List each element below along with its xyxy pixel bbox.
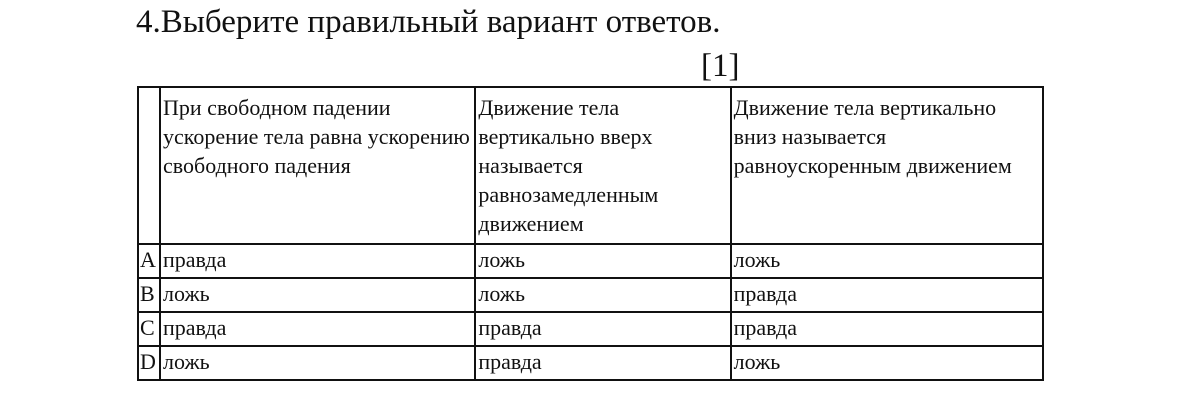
option-letter: C [138,312,160,346]
table-row-b [138,278,1043,312]
table-cell: правда [731,278,1043,312]
header-cell-statement-2: Движение тела вертикально вверх называется равнозамедленным движением [475,87,730,244]
header-cell-empty [138,87,160,244]
table-cell: правда [475,312,730,346]
points-label: [1] [701,48,740,84]
table-cell: правда [475,346,730,380]
table-cell: ложь [160,346,475,380]
table-cell: правда [160,312,475,346]
option-letter: D [138,346,160,380]
table-cell: ложь [731,346,1043,380]
table-cell: правда [160,244,475,278]
option-letter: A [138,244,160,278]
table-row-a [138,244,1043,278]
option-letter: B [138,278,160,312]
table-cell: правда [731,312,1043,346]
header-cell-statement-3: Движение тела вертикально вниз называется равноускоренным движением [731,87,1043,244]
table-row-d [138,346,1043,380]
header-cell-statement-1: При свободном падении ускорение тела равна ускорению свободного падения [160,87,475,244]
question-title: 4.Выберите правильный вариант ответов. [136,4,721,40]
table-row-c [138,312,1043,346]
answers-table [137,86,1044,381]
table-cell: ложь [475,278,730,312]
table-header-row [138,87,1043,244]
table-cell: ложь [475,244,730,278]
table-cell: ложь [160,278,475,312]
table-cell: ложь [731,244,1043,278]
